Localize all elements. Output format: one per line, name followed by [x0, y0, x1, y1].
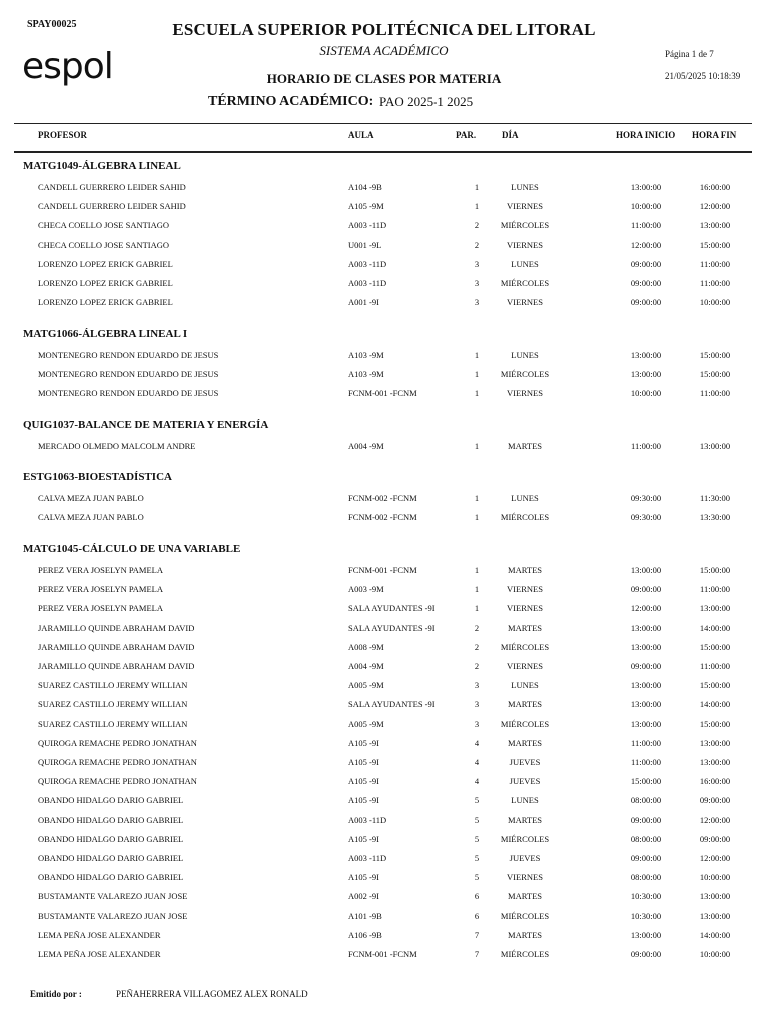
cell-dia: MIÉRCOLES — [500, 949, 550, 959]
cell-hora-inicio: 09:00:00 — [630, 661, 662, 671]
cell-par: 2 — [474, 622, 480, 633]
cell-hora-inicio: 09:00:00 — [630, 584, 662, 595]
cell-hora-inicio: 13:00:00 — [630, 350, 662, 360]
col-header-hora-inicio: HORA INICIO — [616, 130, 676, 140]
cell-par: 1 — [474, 388, 480, 399]
cell-hora-inicio: 13:00:00 — [630, 929, 662, 940]
col-header-profesor: PROFESOR — [38, 130, 88, 140]
cell-profesor: MONTENEGRO RENDON EDUARDO DE JESUS — [38, 369, 219, 380]
cell-hora-fin: 11:30:00 — [700, 493, 730, 503]
cell-dia: VIERNES — [507, 388, 543, 399]
cell-dia: MARTES — [508, 699, 542, 710]
cell-profesor: LORENZO LOPEZ ERICK GABRIEL — [38, 297, 173, 308]
cell-profesor: SUAREZ CASTILLO JEREMY WILLIAN — [38, 699, 188, 710]
cell-hora-inicio: 13:00:00 — [630, 622, 662, 633]
cell-aula: A105 -9I — [348, 833, 379, 844]
cell-dia: MARTES — [508, 441, 542, 451]
cell-hora-inicio: 12:00:00 — [630, 239, 662, 250]
cell-aula: A003 -11D — [348, 220, 387, 231]
cell-hora-fin: 11:00:00 — [700, 388, 730, 399]
cell-par: 4 — [474, 757, 480, 767]
cell-profesor: LEMA PEÑA JOSE ALEXANDER — [38, 949, 161, 959]
cell-aula: A005 -9M — [348, 680, 384, 691]
cell-aula: A001 -9I — [348, 297, 379, 308]
cell-profesor: LEMA PEÑA JOSE ALEXANDER — [38, 929, 161, 940]
cell-hora-inicio: 08:00:00 — [630, 795, 662, 806]
cell-dia: MARTES — [508, 737, 542, 748]
cell-hora-inicio: 10:00:00 — [630, 201, 662, 212]
cell-par: 5 — [474, 814, 480, 825]
cell-aula: FCNM-002 -FCNM — [348, 512, 417, 523]
cell-aula: A105 -9M — [348, 201, 384, 212]
system-name: SISTEMA ACADÉMICO — [319, 43, 449, 58]
cell-par: 2 — [474, 239, 480, 250]
cell-hora-inicio: 13:00:00 — [630, 641, 662, 652]
cell-dia: VIERNES — [507, 584, 543, 595]
cell-profesor: OBANDO HIDALGO DARIO GABRIEL — [38, 814, 184, 825]
cell-hora-inicio: 10:30:00 — [630, 891, 662, 902]
cell-hora-inicio: 13:00:00 — [630, 565, 662, 575]
cell-hora-fin: 14:00:00 — [699, 929, 731, 940]
cell-hora-fin: 09:00:00 — [699, 833, 731, 844]
cell-aula: A004 -9M — [348, 661, 384, 671]
cell-hora-inicio: 09:00:00 — [630, 258, 662, 269]
cell-par: 2 — [474, 661, 480, 671]
cell-aula: A003 -11D — [348, 258, 387, 269]
cell-profesor: JARAMILLO QUINDE ABRAHAM DAVID — [38, 622, 195, 633]
cell-hora-fin: 13:00:00 — [699, 737, 731, 748]
cell-profesor: CANDELL GUERRERO LEIDER SAHID — [38, 201, 186, 212]
cell-hora-fin: 14:00:00 — [699, 622, 731, 633]
cell-hora-inicio: 11:00:00 — [631, 441, 661, 451]
cell-aula: A105 -9I — [348, 737, 379, 748]
cell-dia: MIÉRCOLES — [500, 512, 550, 523]
emitted-by: PEÑAHERRERA VILLAGOMEZ ALEX RONALD — [116, 989, 308, 999]
cell-hora-fin: 15:00:00 — [699, 565, 731, 575]
espol-logo-text: espol — [22, 48, 113, 87]
cell-profesor: OBANDO HIDALGO DARIO GABRIEL — [38, 872, 184, 883]
cell-hora-fin: 11:00:00 — [700, 584, 730, 595]
cell-dia: VIERNES — [507, 872, 543, 883]
cell-dia: JUEVES — [509, 757, 541, 767]
cell-profesor: SUAREZ CASTILLO JEREMY WILLIAN — [38, 680, 188, 691]
cell-hora-fin: 15:00:00 — [699, 369, 731, 380]
cell-par: 1 — [474, 512, 480, 523]
cell-aula: A003 -11D — [348, 814, 387, 825]
subject-title: ESTG1063-BIOESTADÍSTICA — [23, 471, 172, 483]
cell-par: 2 — [474, 220, 480, 231]
cell-hora-inicio: 11:00:00 — [631, 220, 661, 231]
subject-title: QUIG1037-BALANCE DE MATERIA Y ENERGÍA — [23, 419, 269, 431]
cell-aula: A003 -11D — [348, 853, 387, 863]
cell-dia: MARTES — [508, 929, 542, 940]
cell-profesor: SUAREZ CASTILLO JEREMY WILLIAN — [38, 718, 188, 729]
cell-par: 1 — [474, 441, 480, 451]
cell-dia: MARTES — [508, 891, 542, 902]
cell-profesor: PEREZ VERA JOSELYN PAMELA — [38, 584, 164, 595]
cell-aula: A105 -9I — [348, 757, 379, 767]
cell-aula: A105 -9I — [348, 795, 379, 806]
cell-aula: A005 -9M — [348, 718, 384, 729]
cell-dia: MIÉRCOLES — [500, 278, 550, 288]
cell-profesor: PEREZ VERA JOSELYN PAMELA — [38, 603, 164, 614]
cell-aula: FCNM-001 -FCNM — [348, 565, 417, 575]
cell-par: 3 — [474, 297, 480, 308]
cell-par: 5 — [474, 853, 480, 863]
cell-profesor: BUSTAMANTE VALAREZO JUAN JOSE — [38, 891, 188, 902]
report-code: SPAY00025 — [27, 19, 77, 30]
cell-profesor: QUIROGA REMACHE PEDRO JONATHAN — [38, 757, 197, 767]
cell-aula: A104 -9B — [348, 182, 382, 192]
emitted-label: Emitido por : — [30, 989, 82, 999]
col-header-par: PAR. — [456, 130, 477, 140]
cell-par: 7 — [474, 949, 480, 959]
cell-dia: VIERNES — [507, 661, 543, 671]
cell-hora-fin: 10:00:00 — [699, 297, 731, 308]
cell-profesor: JARAMILLO QUINDE ABRAHAM DAVID — [38, 641, 195, 652]
cell-par: 7 — [474, 929, 480, 940]
cell-par: 3 — [474, 699, 480, 710]
cell-hora-fin: 13:00:00 — [699, 220, 731, 231]
cell-dia: LUNES — [511, 350, 539, 360]
cell-dia: VIERNES — [507, 239, 543, 250]
col-header-aula: AULA — [348, 130, 374, 140]
cell-hora-fin: 13:30:00 — [699, 512, 731, 523]
cell-profesor: CANDELL GUERRERO LEIDER SAHID — [38, 182, 186, 192]
cell-hora-fin: 13:00:00 — [699, 603, 731, 614]
cell-hora-fin: 13:00:00 — [699, 910, 731, 921]
cell-dia: LUNES — [511, 680, 539, 691]
cell-hora-inicio: 09:00:00 — [630, 814, 662, 825]
cell-dia: MIÉRCOLES — [500, 220, 550, 231]
cell-par: 5 — [474, 872, 480, 883]
cell-hora-fin: 10:00:00 — [699, 949, 731, 959]
cell-hora-inicio: 09:00:00 — [630, 297, 662, 308]
cell-profesor: CHECA COELLO JOSE SANTIAGO — [38, 239, 170, 250]
cell-aula: A106 -9B — [348, 929, 382, 940]
subject-title: MATG1045-CÁLCULO DE UNA VARIABLE — [23, 543, 241, 555]
cell-aula: A103 -9M — [348, 350, 384, 360]
institution-name: ESCUELA SUPERIOR POLITÉCNICA DEL LITORAL — [172, 20, 596, 39]
cell-profesor: PEREZ VERA JOSELYN PAMELA — [38, 565, 164, 575]
cell-par: 3 — [474, 278, 480, 288]
cell-hora-inicio: 13:00:00 — [630, 680, 662, 691]
cell-profesor: MONTENEGRO RENDON EDUARDO DE JESUS — [38, 350, 219, 360]
cell-dia: JUEVES — [509, 776, 541, 787]
cell-par: 4 — [474, 776, 480, 787]
cell-hora-inicio: 13:00:00 — [630, 369, 662, 380]
term-value: PAO 2025-1 2025 — [379, 94, 474, 109]
cell-hora-fin: 12:00:00 — [699, 853, 731, 863]
cell-hora-fin: 13:00:00 — [699, 441, 731, 451]
cell-hora-inicio: 09:30:00 — [630, 493, 662, 503]
cell-hora-inicio: 08:00:00 — [630, 833, 662, 844]
cell-hora-fin: 09:00:00 — [699, 795, 731, 806]
cell-aula: FCNM-002 -FCNM — [348, 493, 417, 503]
cell-hora-inicio: 08:00:00 — [630, 872, 662, 883]
cell-hora-fin: 13:00:00 — [699, 891, 731, 902]
cell-aula: SALA AYUDANTES -9I — [348, 603, 435, 614]
cell-hora-fin: 15:00:00 — [699, 350, 731, 360]
cell-dia: JUEVES — [509, 853, 541, 863]
cell-aula: U001 -9L — [348, 239, 382, 250]
cell-hora-inicio: 13:00:00 — [630, 718, 662, 729]
cell-hora-inicio: 13:00:00 — [630, 699, 662, 710]
term-label: TÉRMINO ACADÉMICO: — [208, 94, 374, 109]
cell-aula: A003 -11D — [348, 278, 387, 288]
cell-profesor: CALVA MEZA JUAN PABLO — [38, 512, 144, 523]
cell-aula: SALA AYUDANTES -9I — [348, 699, 435, 710]
cell-dia: LUNES — [511, 795, 539, 806]
cell-profesor: MONTENEGRO RENDON EDUARDO DE JESUS — [38, 388, 219, 399]
cell-dia: MIÉRCOLES — [500, 641, 550, 652]
cell-par: 1 — [474, 182, 480, 192]
cell-hora-fin: 10:00:00 — [699, 872, 731, 883]
cell-dia: LUNES — [511, 258, 539, 269]
cell-profesor: BUSTAMANTE VALAREZO JUAN JOSE — [38, 910, 188, 921]
cell-hora-fin: 15:00:00 — [699, 239, 731, 250]
cell-par: 6 — [474, 891, 480, 902]
cell-par: 4 — [474, 737, 480, 748]
cell-aula: SALA AYUDANTES -9I — [348, 622, 435, 633]
cell-dia: LUNES — [511, 182, 539, 192]
cell-hora-fin: 12:00:00 — [699, 201, 731, 212]
cell-hora-fin: 16:00:00 — [699, 182, 731, 192]
cell-par: 1 — [474, 584, 480, 595]
cell-hora-inicio: 11:00:00 — [631, 757, 661, 767]
cell-hora-fin: 15:00:00 — [699, 680, 731, 691]
cell-dia: MARTES — [508, 622, 542, 633]
cell-profesor: LORENZO LOPEZ ERICK GABRIEL — [38, 258, 173, 269]
report-title: HORARIO DE CLASES POR MATERIA — [266, 71, 502, 86]
cell-dia: MARTES — [508, 814, 542, 825]
col-header-hora-fin: HORA FIN — [692, 130, 737, 140]
cell-dia: MIÉRCOLES — [500, 910, 550, 921]
cell-aula: FCNM-001 -FCNM — [348, 949, 417, 959]
cell-aula: A004 -9M — [348, 441, 384, 451]
subject-title: MATG1066-ÁLGEBRA LINEAL I — [23, 328, 188, 340]
cell-dia: MIÉRCOLES — [500, 833, 550, 844]
cell-par: 3 — [474, 718, 480, 729]
print-datetime: 21/05/2025 10:18:39 — [665, 71, 741, 81]
cell-par: 1 — [474, 201, 480, 212]
page-number: Página 1 de 7 — [665, 49, 714, 59]
cell-hora-fin: 12:00:00 — [699, 814, 731, 825]
cell-par: 1 — [474, 493, 480, 503]
cell-dia: MIÉRCOLES — [500, 369, 550, 380]
cell-aula: A103 -9M — [348, 369, 384, 380]
cell-hora-inicio: 15:00:00 — [630, 776, 662, 787]
cell-profesor: OBANDO HIDALGO DARIO GABRIEL — [38, 795, 184, 806]
cell-par: 1 — [474, 565, 480, 575]
cell-hora-fin: 15:00:00 — [699, 641, 731, 652]
cell-profesor: MERCADO OLMEDO MALCOLM ANDRE — [38, 441, 196, 451]
cell-hora-inicio: 13:00:00 — [630, 182, 662, 192]
cell-hora-inicio: 09:30:00 — [630, 512, 662, 523]
cell-profesor: OBANDO HIDALGO DARIO GABRIEL — [38, 833, 184, 844]
cell-par: 1 — [474, 350, 480, 360]
cell-par: 1 — [474, 369, 480, 380]
cell-aula: A003 -9M — [348, 584, 384, 595]
cell-profesor: QUIROGA REMACHE PEDRO JONATHAN — [38, 776, 197, 787]
cell-hora-fin: 13:00:00 — [699, 757, 731, 767]
cell-hora-inicio: 09:00:00 — [630, 853, 662, 863]
cell-hora-inicio: 09:00:00 — [630, 949, 662, 959]
cell-par: 6 — [474, 910, 480, 921]
cell-par: 3 — [474, 258, 480, 269]
cell-hora-fin: 16:00:00 — [699, 776, 731, 787]
subject-title: MATG1049-ÁLGEBRA LINEAL — [23, 160, 181, 172]
cell-dia: MARTES — [508, 565, 542, 575]
header-rule-top — [14, 123, 752, 124]
cell-hora-fin: 14:00:00 — [699, 699, 731, 710]
cell-dia: VIERNES — [507, 297, 543, 308]
cell-aula: A105 -9I — [348, 776, 379, 787]
cell-hora-fin: 11:00:00 — [700, 278, 730, 288]
cell-hora-fin: 15:00:00 — [699, 718, 731, 729]
cell-profesor: CALVA MEZA JUAN PABLO — [38, 493, 144, 503]
cell-aula: FCNM-001 -FCNM — [348, 388, 417, 399]
cell-par: 2 — [474, 641, 480, 652]
cell-hora-inicio: 11:00:00 — [631, 737, 661, 748]
cell-hora-fin: 11:00:00 — [700, 258, 730, 269]
cell-par: 3 — [474, 680, 480, 691]
cell-aula: A002 -9I — [348, 891, 379, 902]
cell-profesor: CHECA COELLO JOSE SANTIAGO — [38, 220, 170, 231]
cell-hora-inicio: 10:30:00 — [630, 910, 662, 921]
cell-hora-inicio: 10:00:00 — [630, 388, 662, 399]
cell-dia: VIERNES — [507, 201, 543, 212]
cell-dia: VIERNES — [507, 603, 543, 614]
cell-par: 5 — [474, 833, 480, 844]
cell-profesor: LORENZO LOPEZ ERICK GABRIEL — [38, 278, 173, 288]
cell-profesor: OBANDO HIDALGO DARIO GABRIEL — [38, 853, 184, 863]
cell-dia: MIÉRCOLES — [500, 718, 550, 729]
cell-profesor: QUIROGA REMACHE PEDRO JONATHAN — [38, 737, 197, 748]
cell-hora-fin: 11:00:00 — [700, 661, 730, 671]
cell-aula: A008 -9M — [348, 641, 384, 652]
cell-dia: LUNES — [511, 493, 539, 503]
col-header-dia: DÍA — [502, 130, 519, 140]
cell-hora-inicio: 12:00:00 — [630, 603, 662, 614]
cell-hora-inicio: 09:00:00 — [630, 278, 662, 288]
cell-par: 1 — [474, 603, 480, 614]
cell-profesor: JARAMILLO QUINDE ABRAHAM DAVID — [38, 661, 195, 671]
header-rule-bottom — [14, 151, 752, 153]
cell-par: 5 — [474, 795, 480, 806]
cell-aula: A101 -9B — [348, 910, 382, 921]
cell-aula: A105 -9I — [348, 872, 379, 883]
